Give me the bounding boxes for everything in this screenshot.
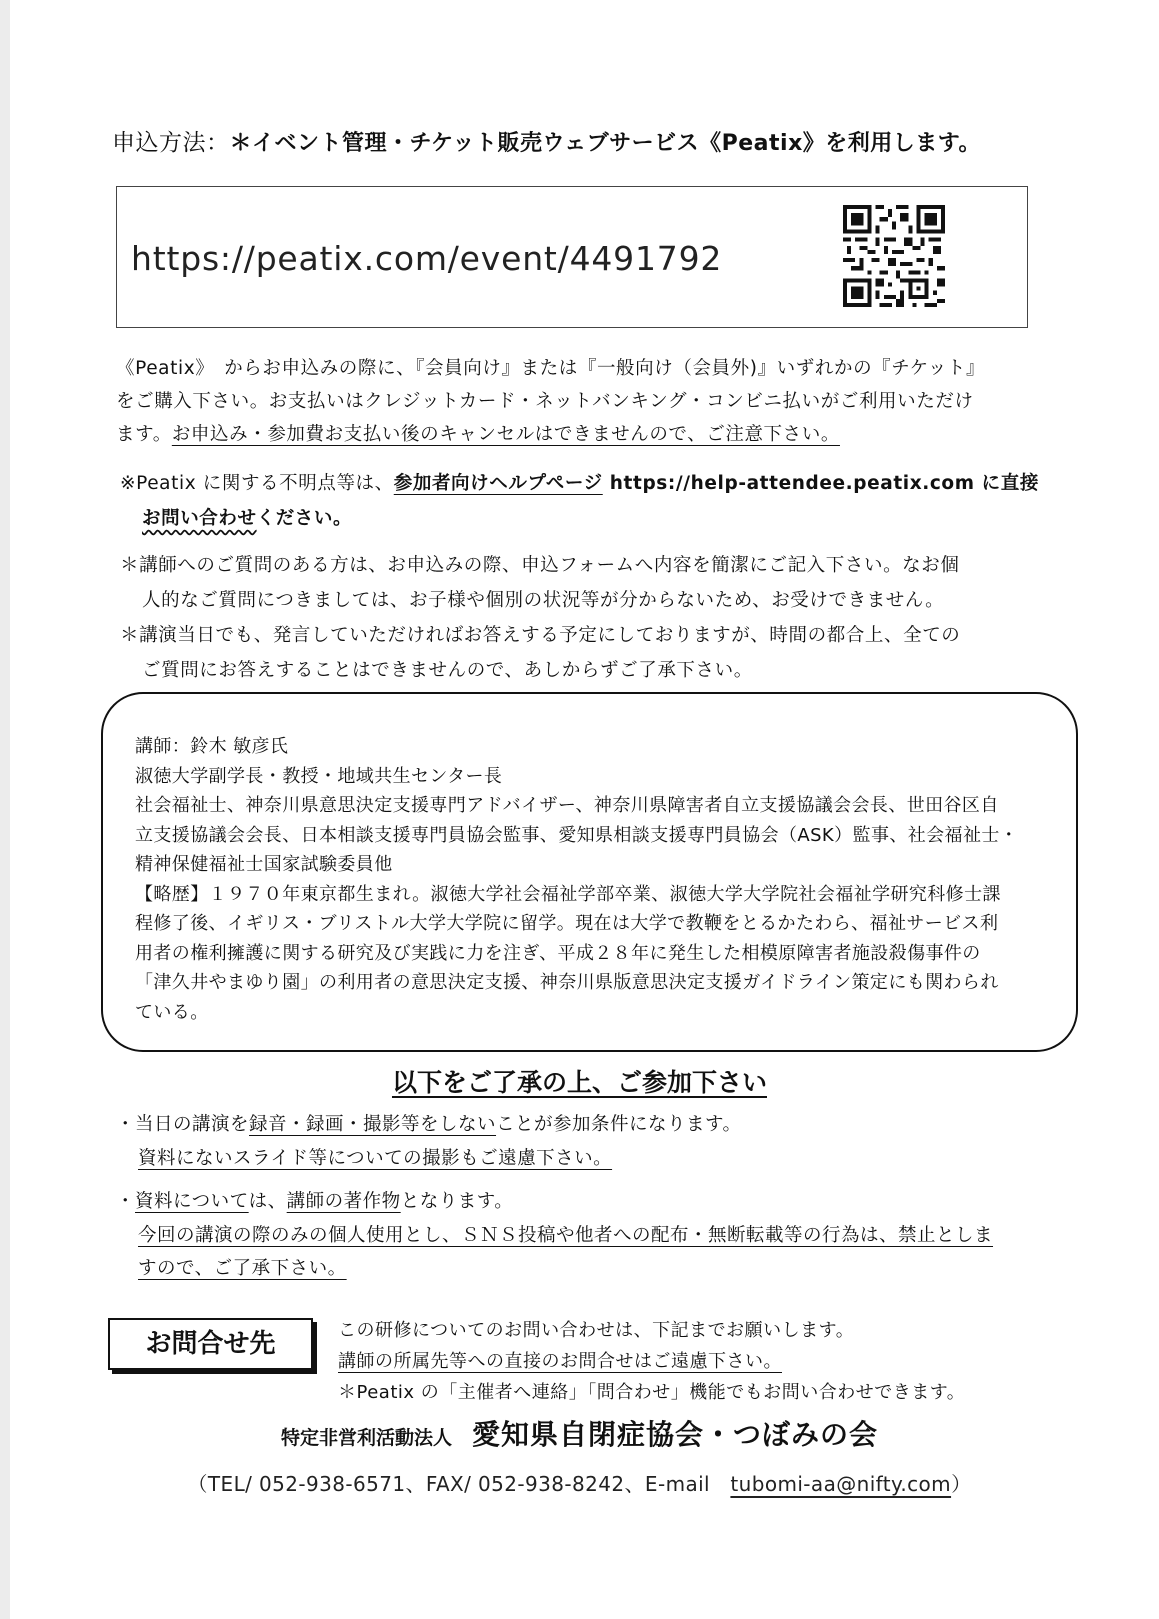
lecturer-line: 程修了後、イギリス・ブリストル大学大学院に留学。現在は大学で教鞭をとるかたわら、福祉サービス利 — [135, 913, 999, 934]
email-link[interactable]: tubomi-aa@nifty.com — [730, 1472, 952, 1496]
notice-emphasis: 資料にないスライド等についての撮影もご遠慮下さい。 — [138, 1147, 613, 1169]
purchase-line: をご購入下さい。お支払いはクレジットカード・ネットバンキング・コンビニ払いがご利用いただけ — [116, 391, 974, 412]
help-prefix: ※Peatix に関する不明点等は、 — [120, 473, 394, 494]
lecturer-title: 淑徳大学副学長・教授・地域共生センター長 — [135, 765, 503, 787]
organization-prefix: 特定非営利活動法人 — [280, 1427, 452, 1449]
tel-fax: （TEL/ 052-938-6571、FAX/ 052-938-8242、E-mail — [187, 1472, 731, 1496]
contact-badge: お問合せ先 — [108, 1318, 313, 1370]
purchase-line — [116, 418, 1076, 451]
purchase-line: 《Peatix》 からお申込みの際に、『会員向け』または『一般向け（会員外)』いずれかの『チケット』 — [116, 358, 986, 379]
lecturer-line: 立支援協議会会長、日本相談支援専門員協会監事、愛知県相談支援専門員協会（ASK）監事、社会福祉士・ — [135, 824, 1019, 846]
lecturer-line: ている。 — [135, 1001, 209, 1023]
question-note-line: ＊講師へのご質問のある方は、お申込みの際、申込フォームへ内容を簡潔にご記入下さい。なお個 — [120, 555, 960, 576]
lecturer-name: 講師：鈴木 敏彦氏 — [135, 736, 289, 757]
list-item — [116, 1185, 1076, 1219]
notice-emphasis: すので、ご了承下さい。 — [138, 1258, 347, 1279]
lecturer-line: 精神保健福祉士国家試験委員他 — [135, 854, 393, 875]
contact-close: ） — [951, 1472, 972, 1496]
notice-text: ・ — [116, 1191, 136, 1212]
help-contact-wavy: お問い合わせ — [142, 508, 257, 529]
question-note-line: ＊講演当日でも、発言していただければお答えする予定にしておりますが、時間の都合上、全ての — [120, 625, 961, 646]
contact-info — [338, 1315, 965, 1408]
qr-code-icon — [843, 205, 945, 307]
contact-line: ＊Peatix の「主催者へ連絡」「問合わせ」機能でもお問い合わせできます。 — [338, 1382, 966, 1403]
apply-label: 申込方法： — [112, 130, 230, 156]
event-url-box — [116, 186, 1028, 328]
contact-line: この研修についてのお問い合わせは、下記までお願いします。 — [338, 1320, 855, 1341]
lecturer-line: 「津久井やまゆり園」の利用者の意思決定支援、神奈川県版意思決定支援ガイドライン策定にも関わられ — [135, 972, 999, 993]
notice-heading — [0, 1063, 1159, 1099]
organization — [0, 1413, 1159, 1453]
lecturer-profile — [101, 692, 1078, 1052]
lecturer-line: 社会福祉士、神奈川県意思決定支援専門アドバイザー、神奈川県障害者自立支援協議会会長、世田谷区自 — [135, 795, 999, 816]
purchase-line3-prefix: ます。 — [116, 424, 172, 445]
notice-list — [116, 1108, 1076, 1286]
help-contact-rest: ください。 — [256, 508, 353, 529]
event-url-link[interactable]: https://peatix.com/event/4491792 — [131, 239, 723, 278]
question-note-line: 人的なご質問につきましては、お子様や個別の状況等が分からないため、お受けできません。 — [142, 590, 945, 611]
questions-notes — [120, 548, 1080, 688]
cancellation-notice: お申込み・参加費お支払い後のキャンセルはできませんので、ご注意下さい。 — [171, 424, 840, 445]
notice-text: ことが参加条件になります。 — [496, 1114, 742, 1135]
help-note — [120, 466, 1080, 536]
notice-emphasis: 今回の講演の際のみの個人使用とし、ＳＮＳ投稿や他者への配布・無断転載等の行為は、禁止としま — [138, 1224, 994, 1246]
notice-emphasis: 録音・録画・撮影等をしない — [249, 1114, 497, 1135]
notice-emphasis: 資料について — [135, 1191, 249, 1212]
page-edge — [0, 0, 10, 1619]
lecturer-line: 用者の権利擁護に関する研究及び実践に力を注ぎ、平成２８年に発生した相模原障害者施設殺傷事件の — [135, 942, 981, 964]
help-url[interactable]: https://help-attendee.peatix.com に直接 — [602, 473, 1039, 494]
contact-line: 講師の所属先等への直接のお問合せはご遠慮下さい。 — [338, 1351, 782, 1372]
notice-text: は、 — [248, 1191, 287, 1212]
question-note-line: ご質問にお答えすることはできませんので、あしからずご了承下さい。 — [142, 660, 753, 681]
contact-numbers — [0, 1468, 1159, 1497]
purchase-instructions — [116, 352, 1076, 451]
notice-text: となります。 — [400, 1191, 514, 1212]
organization-name: 愛知県自閉症協会・つぼみの会 — [472, 1418, 879, 1451]
lecturer-line: 【略歴】１９７０年東京都生まれ。淑徳大学社会福祉学部卒業、淑徳大学大学院社会福祉学研究科修士課 — [135, 883, 1001, 905]
notice-heading-text: 以下をご了承の上、ご参加下さい — [391, 1068, 767, 1097]
apply-heading — [112, 124, 981, 157]
apply-text: ＊イベント管理・チケット販売ウェブサービス《Peatix》を利用します。 — [229, 131, 982, 156]
list-item — [116, 1108, 1076, 1142]
notice-text: ・当日の講演を — [116, 1114, 250, 1135]
notice-emphasis: 講師の著作物 — [286, 1191, 401, 1212]
help-page-link[interactable]: 参加者向けヘルプページ — [393, 473, 603, 494]
